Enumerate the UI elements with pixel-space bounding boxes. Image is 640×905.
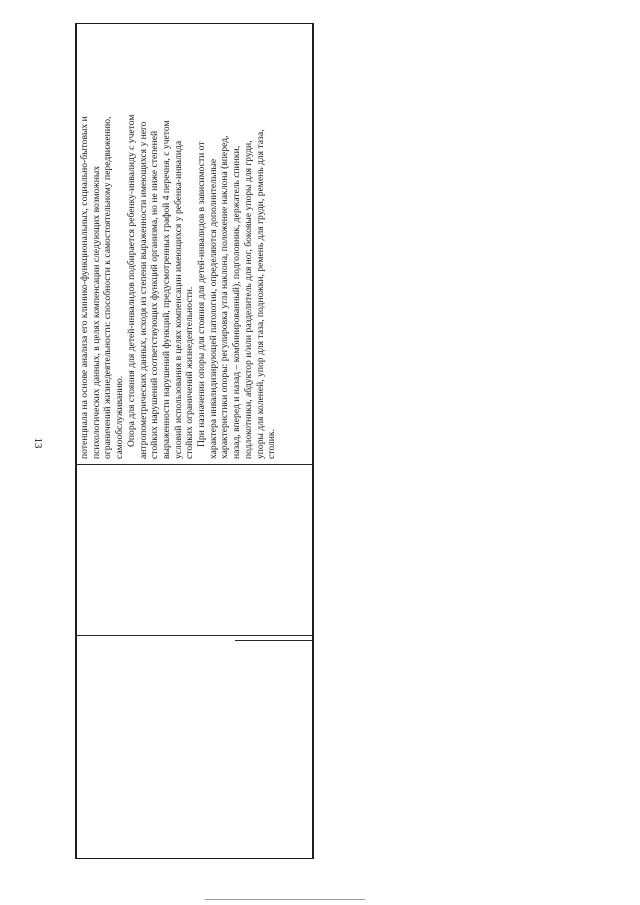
text-line: характеристики опоры: регулировка угла наклона, положение наклона (вперед,: [219, 135, 231, 459]
table-cell-text: [79, 25, 312, 459]
text-line: самообслуживанию.: [114, 375, 126, 459]
text-line: психологических данных, в целях компенсации следующих возможных: [90, 165, 102, 459]
text-line: стойких ограничений жизнедеятельности.: [184, 286, 196, 459]
text-line: выраженности нарушений функций, предусмотренных графой 4 перечня, с учетом: [160, 120, 172, 459]
text-line: стойких нарушений соответствующих функций организма, но не ниже степеней: [149, 130, 161, 459]
text-line: ограничений жизнедеятельности: способности к самостоятельному передвижению,: [102, 116, 114, 459]
text-line: столик.: [266, 429, 278, 459]
page-edge-line: [205, 899, 365, 900]
text-line: условий использования в целях компенсации имеющихся у ребенка-инвалида: [172, 140, 184, 459]
text-line: упоры для коленей, упор для таза, подножки, ремень для груди, ремень для таза,: [254, 129, 266, 459]
column-divider: [75, 635, 313, 636]
text-line: потенциала на основе анализа его клинико-функциональных, социально-бытовых и: [79, 116, 90, 459]
page-number: 13: [32, 437, 44, 449]
column-divider: [235, 640, 313, 641]
table-border-top: [75, 23, 314, 24]
text-line: характера инвалидизирующей патологии, определяются дополнительные: [207, 158, 219, 459]
text-line: Опора для стояния для детей-инвалидов подбирается ребенку-инвалиду с учетом: [125, 114, 137, 447]
column-divider: [75, 464, 313, 465]
table-border-bottom: [75, 858, 314, 859]
table-border-right: [312, 23, 314, 859]
text-line: антропометрических данных, исходя из степени выраженности имеющихся у него: [137, 121, 149, 459]
text-line: При назначении опоры для стояния для детей-инвалидов в зависимости от: [196, 141, 208, 447]
table-border-left: [75, 23, 77, 859]
text-line: назад, вперед и назад – комбинированный), подголовник, держатель спинки,: [231, 145, 243, 459]
text-line: подлокотники, абдуктор и/или разделитель для ног, боковые упоры для груди,: [242, 140, 254, 459]
